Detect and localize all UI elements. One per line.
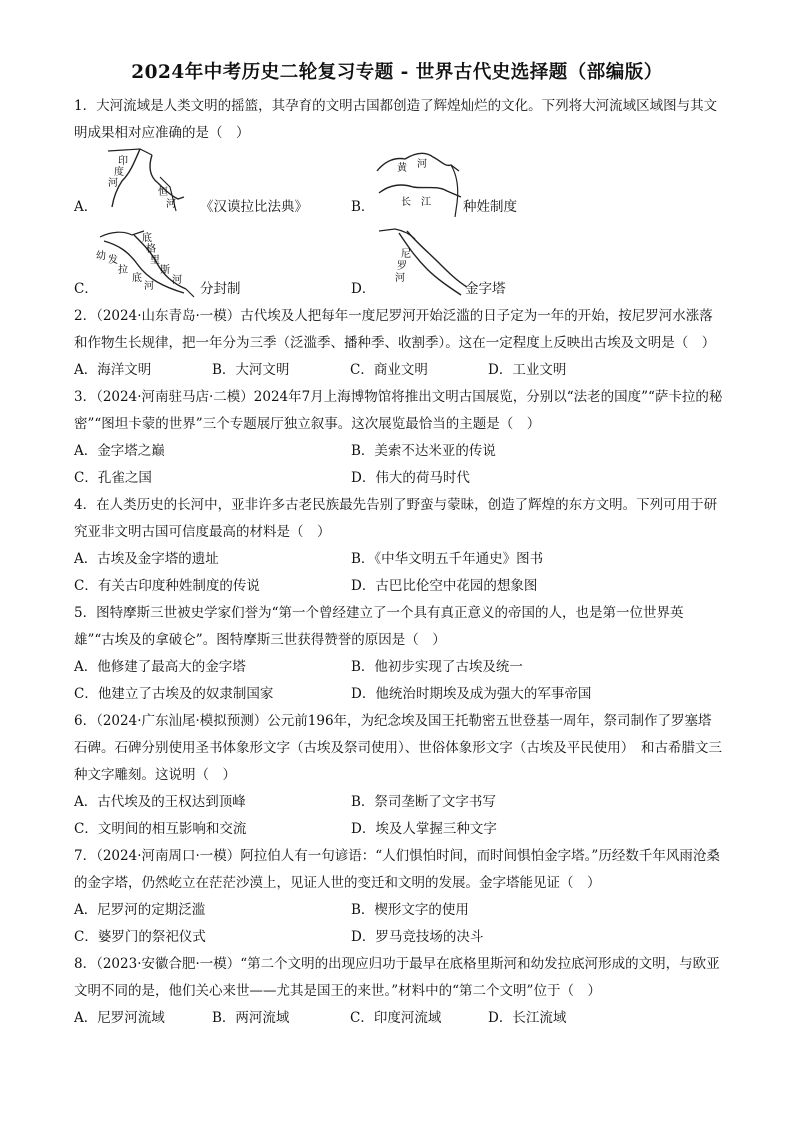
option-letter: B． <box>351 199 375 215</box>
question-8-options <box>74 1005 724 1032</box>
map-label: 河 <box>166 199 176 210</box>
option-a[interactable]: A．尼罗河的定期泛滥 <box>74 902 206 918</box>
option-c[interactable]: C．孔雀之国 <box>74 470 152 486</box>
question-6-options-row-1 <box>74 789 724 816</box>
map-label: 河 <box>172 275 182 286</box>
question-5-stem: 5．图特摩斯三世被史学家们誉为“第一个曾经建立了一个具有真正意义的帝国的人，也是第一位世界英雄”“古埃及的拿破仑”。图特摩斯三世获得赞誉的原因是（ ） <box>74 605 684 648</box>
question-8-stem: 8．（2023·安徽合肥·一模）“第二个文明的出现应归功于最早在底格里斯河和幼发拉底河形成的文明，与欧亚文明不同的是，他们关心来世——尤其是国王的来世。”材料中的“第二个文明”位于（ ） <box>74 956 720 999</box>
question-7-options-row-1 <box>74 897 724 924</box>
map-label: 里 <box>150 255 160 266</box>
option-d[interactable]: D．罗马竞技场的决斗 <box>351 929 484 945</box>
question-5-options-row-1 <box>74 654 724 681</box>
map-label: 河 <box>144 281 154 292</box>
china-river-map <box>375 147 469 219</box>
map-label: 河 <box>395 273 405 284</box>
option-b[interactable]: B．美索不达米亚的传说 <box>351 443 496 459</box>
question-7-stem: 7．（2024·河南周口·一模）阿拉伯人有一句谚语：“人们惧怕时间，而时间惧怕金字塔。”历经数千年风雨沧桑的金字塔，仍然屹立在茫茫沙漠上，见证人世的变迁和文明的发展。金字塔能见证（ ） <box>74 848 720 891</box>
option-letter: C． <box>74 281 98 297</box>
question-3-options-row-1 <box>74 438 724 465</box>
option-b[interactable]: B．《中华文明五千年通史》图书 <box>351 551 544 567</box>
question-3-options-row-2 <box>74 465 724 492</box>
option-letter: A． <box>74 199 98 215</box>
question-4-stem: 4．在人类历史的长河中，亚非许多古老民族最先告别了野蛮与蒙昧，创造了辉煌的东方文明。下列可用于研究亚非文明古国可信度最高的材料是（ ） <box>74 497 718 540</box>
option-letter: D． <box>351 281 376 297</box>
option-c[interactable]: C．婆罗门的祭祀仪式 <box>74 929 206 945</box>
option-c[interactable]: C．他建立了古埃及的奴隶制国家 <box>74 686 274 702</box>
india-river-map <box>100 147 190 217</box>
option-text: 分封制 <box>200 281 241 297</box>
option-a[interactable] <box>74 147 351 223</box>
option-c[interactable]: C．有关古印度种姓制度的传说 <box>74 578 260 594</box>
option-d[interactable]: D．长江流域 <box>488 1010 567 1026</box>
map-label: 河 <box>417 159 427 170</box>
map-label: 度 <box>114 167 124 178</box>
option-b[interactable]: B．祭司垄断了文字书写 <box>351 794 496 810</box>
option-d[interactable]: D．古巴比伦空中花园的想象图 <box>351 578 538 594</box>
page-title: 2024年中考历史二轮复习专题 - 世界古代史选择题（部编版） <box>131 62 663 83</box>
option-a[interactable]: A．金字塔之巅 <box>74 443 165 459</box>
map-label: 尼 <box>401 249 411 260</box>
map-label: 格 <box>146 244 156 255</box>
option-text: 金字塔 <box>465 281 506 297</box>
option-text: 《汉谟拉比法典》 <box>200 199 308 215</box>
option-b[interactable]: B．大河文明 <box>212 362 290 378</box>
option-c[interactable]: C．印度河流域 <box>350 1010 442 1026</box>
question-1-options-row-2 <box>74 227 724 303</box>
question-4-options-row-1 <box>74 546 724 573</box>
question-5-options-row-2 <box>74 681 724 708</box>
map-label: 长 <box>401 197 411 208</box>
question-2-stem: 2．（2024·山东青岛·一模）古代埃及人把每年一度尼罗河开始泛滥的日子定为一年的开始，按尼罗河水涨落和作物生长规律，把一年分为三季（泛滥季、播种季、收割季）。这在一定程度上反映出古埃及文明是（ ） <box>74 308 716 351</box>
question-4-options-row-2 <box>74 573 724 600</box>
map-label: 黄 <box>397 163 407 174</box>
option-c[interactable] <box>74 227 351 303</box>
map-label: 斯 <box>160 265 170 276</box>
map-label: 拉 <box>118 265 128 276</box>
option-c[interactable]: C．商业文明 <box>350 362 428 378</box>
map-label: 江 <box>421 197 431 208</box>
option-d[interactable]: D．埃及人掌握三种文字 <box>351 821 497 837</box>
option-b[interactable]: B．他初步实现了古埃及统一 <box>351 659 523 675</box>
option-d[interactable] <box>351 227 724 303</box>
map-label: 印 <box>118 156 128 167</box>
option-text: 种姓制度 <box>463 199 517 215</box>
option-a[interactable]: A．他修建了最高大的金字塔 <box>74 659 246 675</box>
map-label: 恒 <box>158 187 168 198</box>
nile-river-map <box>377 227 473 299</box>
option-d[interactable]: D．伟大的荷马时代 <box>351 470 470 486</box>
option-a[interactable]: A．海洋文明 <box>74 362 152 378</box>
option-a[interactable]: A．古代埃及的王权达到顶峰 <box>74 794 246 810</box>
option-b[interactable]: B．楔形文字的使用 <box>351 902 469 918</box>
option-c[interactable]: C．文明间的相互影响和交流 <box>74 821 247 837</box>
question-6-stem: 6．（2024·广东汕尾·模拟预测）公元前196年，为纪念埃及国王托勒密五世登基一周年，祭司制作了罗塞塔石碑。石碑分别使用圣书体象形文字（古埃及祭司使用）、世俗体象形文字（古埃及平民使用） 和古希腊文三种文字雕刻。这说明（ ） <box>74 713 722 783</box>
option-b[interactable]: B．两河流域 <box>212 1010 290 1026</box>
mesopotamia-river-map <box>94 227 198 299</box>
map-label: 河 <box>108 178 118 189</box>
question-3-stem: 3．（2024·河南驻马店·二模）2024年7月上海博物馆将推出文明古国展览，分别以“法老的国度”“萨卡拉的秘密”“图坦卡蒙的世界”三个专题展厅独立叙事。这次展览最恰当的主题是（ ） <box>74 389 723 432</box>
option-b[interactable] <box>351 147 724 223</box>
question-list <box>74 93 724 1032</box>
question-7-options-row-2 <box>74 924 724 951</box>
map-label: 底 <box>142 233 152 244</box>
option-d[interactable]: D．他统治时期埃及成为强大的军事帝国 <box>351 686 592 702</box>
question-6-options-row-2 <box>74 816 724 843</box>
option-d[interactable]: D．工业文明 <box>488 362 567 378</box>
map-label: 罗 <box>397 261 407 272</box>
option-a[interactable]: A．古埃及金字塔的遗址 <box>74 551 219 567</box>
option-a[interactable]: A．尼罗河流域 <box>74 1010 165 1026</box>
question-2-options <box>74 357 724 384</box>
map-label: 发 <box>108 255 118 266</box>
map-label: 幼 <box>96 251 106 262</box>
question-1-stem: 1．大河流域是人类文明的摇篮，其孕育的文明古国都创造了辉煌灿烂的文化。下列将大河流域区域图与其文明成果相对应准确的是（ ） <box>74 98 718 141</box>
map-label: 底 <box>132 273 142 284</box>
question-1-options-row-1 <box>74 147 724 223</box>
